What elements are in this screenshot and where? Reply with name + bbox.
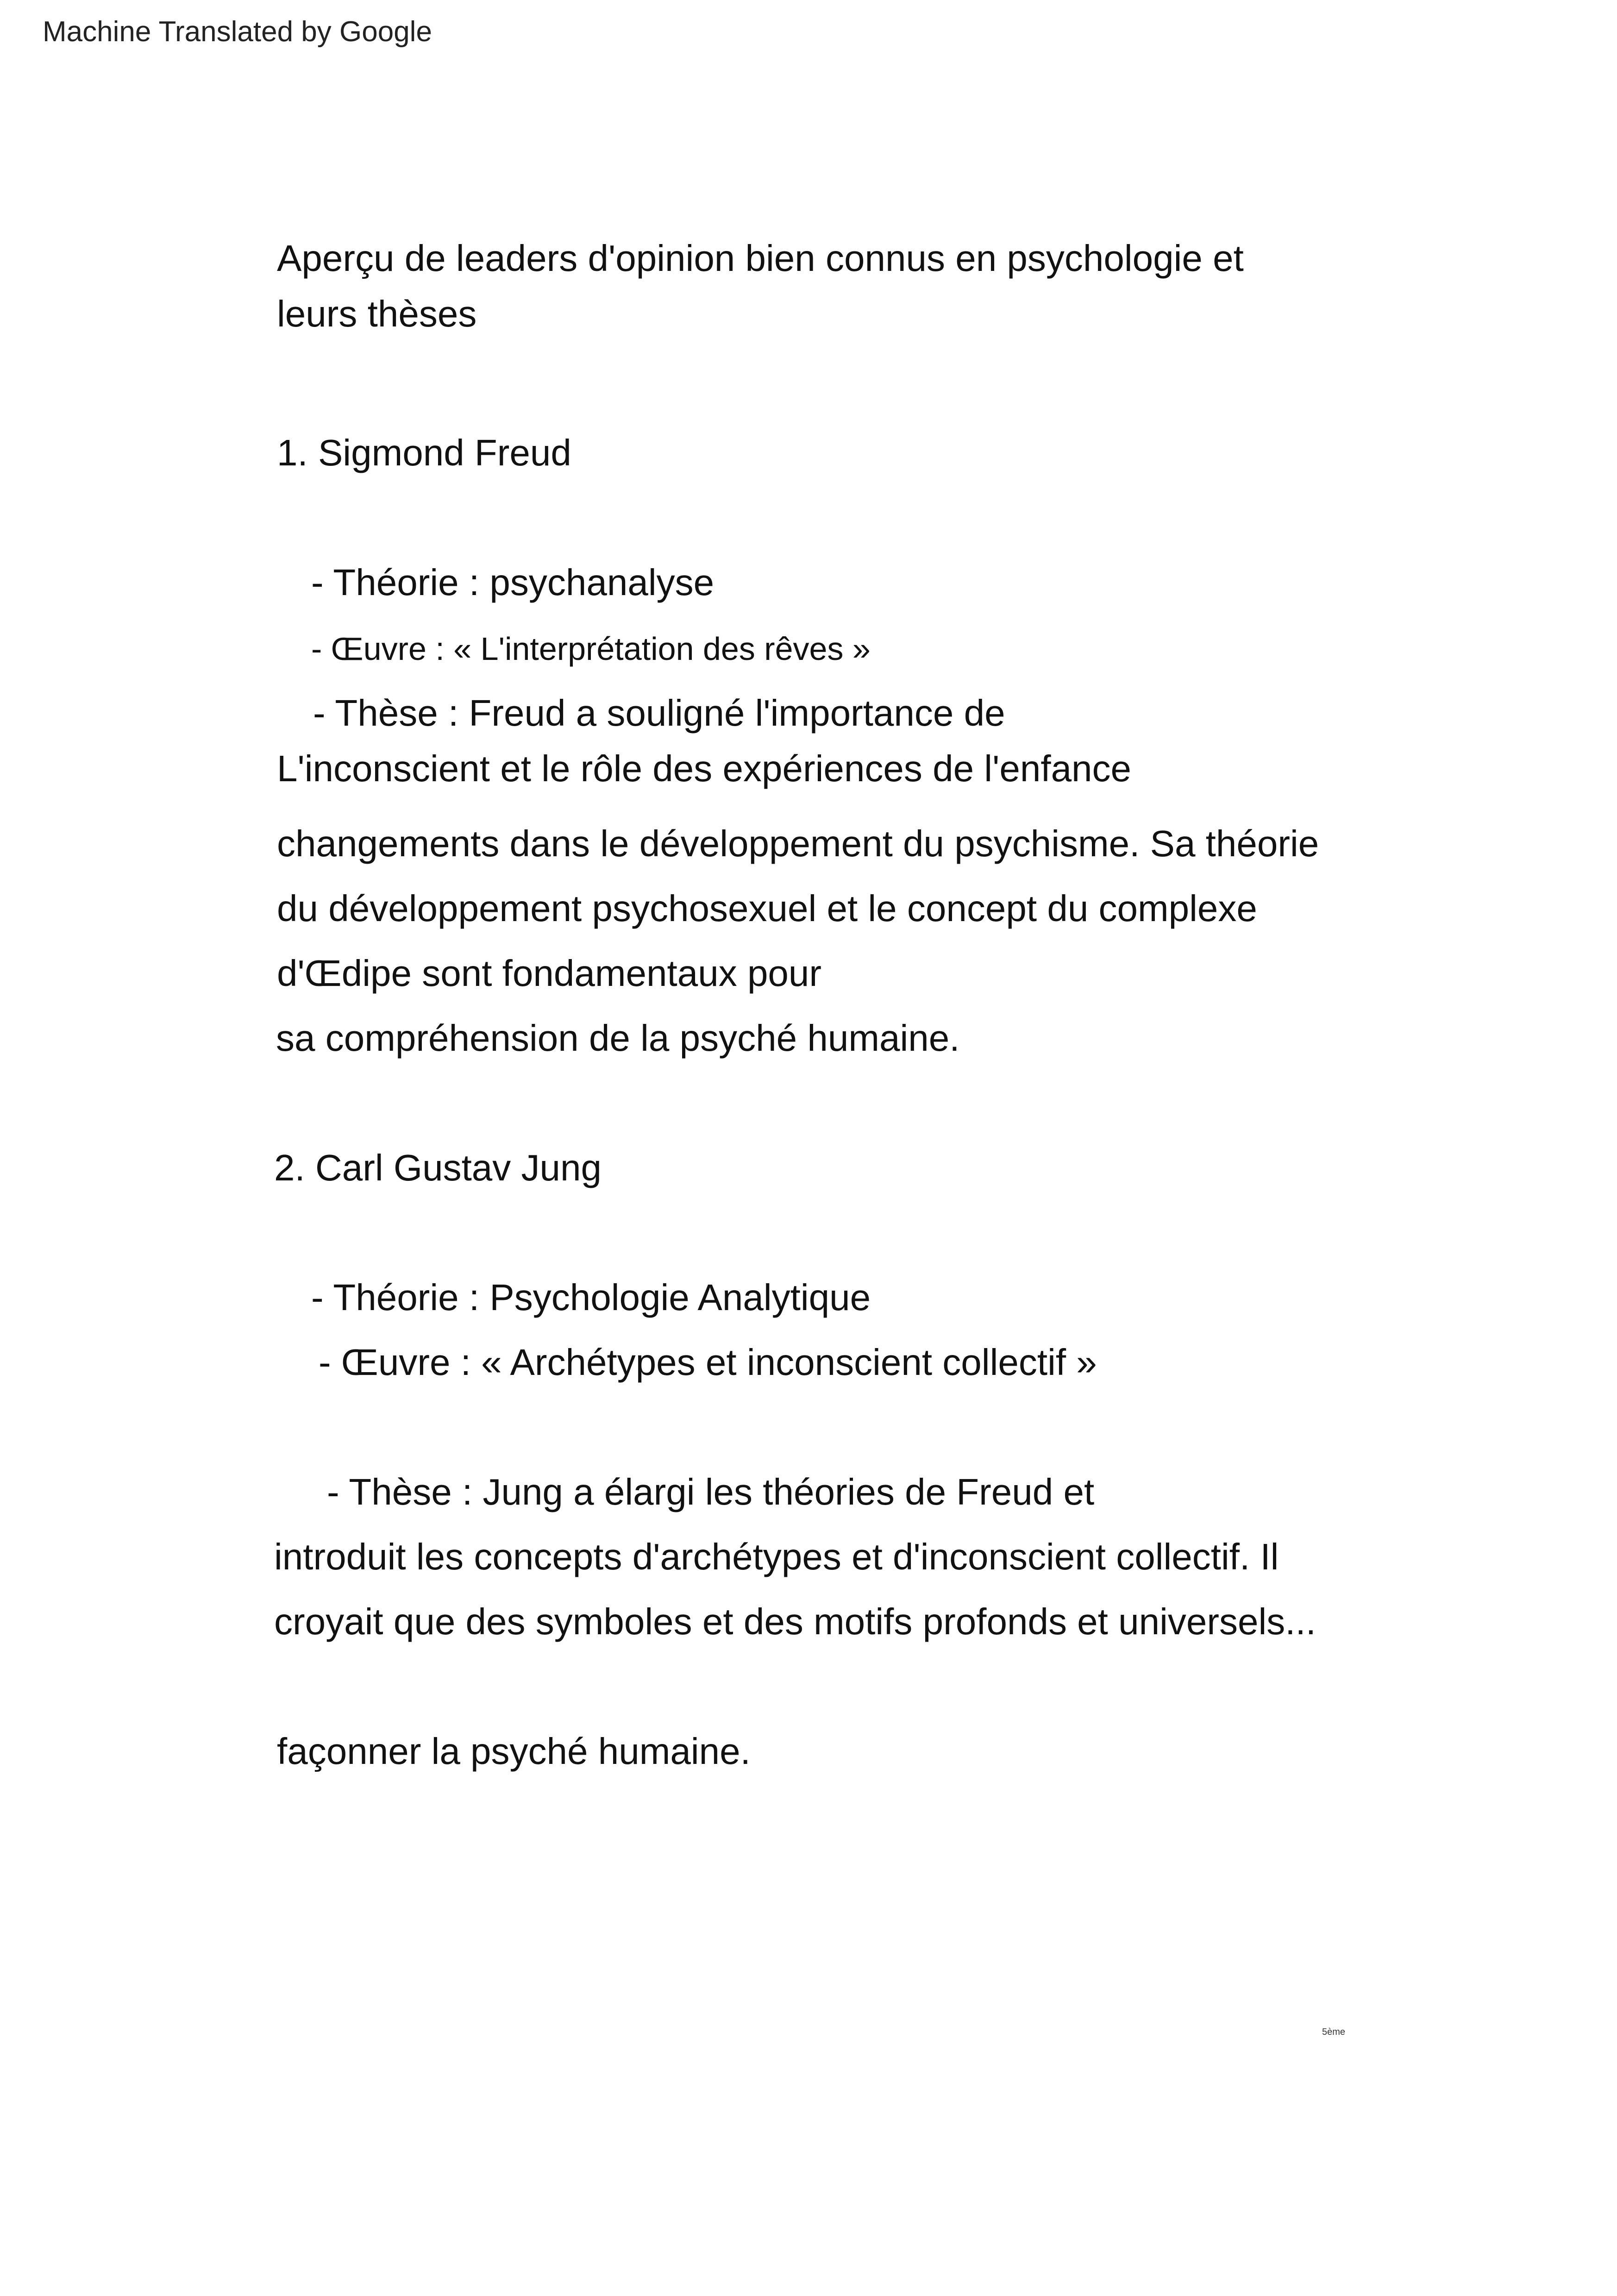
jung-thesis-line: - Thèse : Jung a élargi les théories de Freud et xyxy=(327,1471,1095,1512)
section-heading-jung: 2. Carl Gustav Jung xyxy=(274,1147,602,1188)
machine-translation-note: Machine Translated by Google xyxy=(43,16,432,48)
freud-work: - Œuvre : « L'interprétation des rêves » xyxy=(311,631,871,667)
freud-thesis-line: changements dans le développement du psychisme. Sa théorie xyxy=(277,823,1319,864)
page-number: 5ème xyxy=(1322,2027,1346,2037)
jung-thesis-line: introduit les concepts d'archétypes et d'inconscient collectif. Il xyxy=(274,1536,1279,1577)
freud-thesis-line: L'inconscient et le rôle des expériences de l'enfance xyxy=(277,748,1132,789)
section-heading-freud: 1. Sigmond Freud xyxy=(277,432,571,473)
freud-thesis-line: - Thèse : Freud a souligné l'importance de xyxy=(313,692,1005,734)
document-title-line-2: leurs thèses xyxy=(277,293,477,334)
freud-thesis-line: d'Œdipe sont fondamentaux pour xyxy=(277,953,822,994)
freud-thesis-line: du développement psychosexuel et le concept du complexe xyxy=(277,888,1257,929)
jung-thesis-line: croyait que des symboles et des motifs profonds et universels... xyxy=(274,1601,1316,1642)
jung-thesis-line: façonner la psyché humaine. xyxy=(277,1731,751,1772)
document-title-line-1: Aperçu de leaders d'opinion bien connus en psychologie et xyxy=(277,238,1244,279)
freud-theory: - Théorie : psychanalyse xyxy=(311,562,714,603)
jung-work: - Œuvre : « Archétypes et inconscient collectif » xyxy=(319,1342,1097,1383)
jung-theory: - Théorie : Psychologie Analytique xyxy=(311,1277,871,1318)
freud-thesis-line: sa compréhension de la psyché humaine. xyxy=(276,1017,960,1059)
